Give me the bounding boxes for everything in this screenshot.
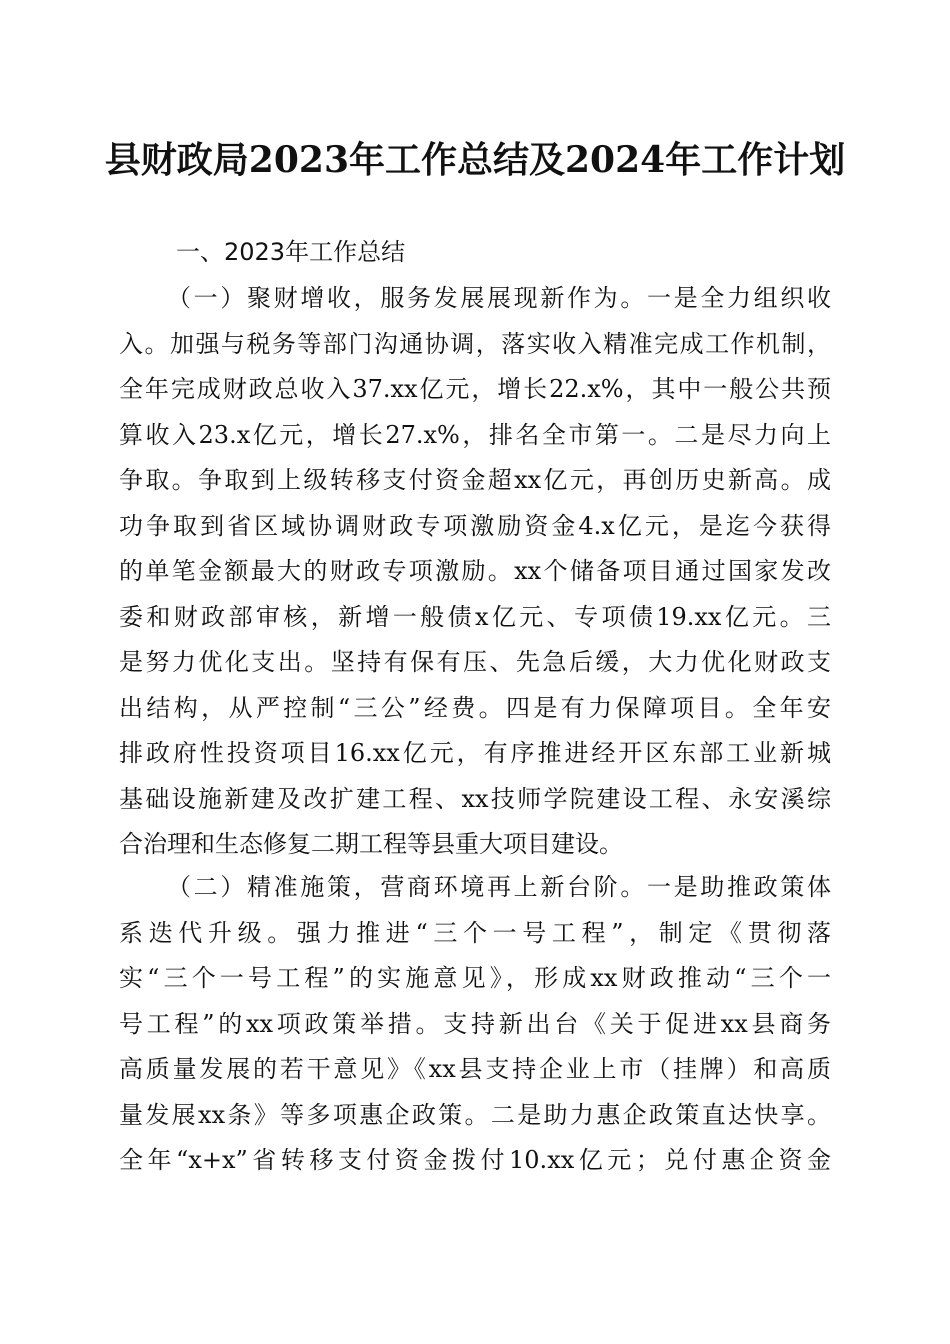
paragraph-line: 全年“x+x”省转移支付资金拨付10.xx亿元；兑付惠企资金: [119, 1146, 831, 1174]
paragraph-line: 实“三个一号工程”的实施意见》，形成xx财政推动“三个一: [119, 964, 831, 992]
paragraph-line: 委和财政部审核，新增一般债x亿元、专项债19.xx亿元。三: [119, 602, 831, 631]
paragraph-line: 算收入23.x亿元，增长27.x%，排名全市第一。二是尽力向上: [119, 420, 831, 449]
paragraph-line: 量发展xx条》等多项惠企政策。二是助力惠企政策直达快享。: [119, 1100, 831, 1129]
paragraph-business-environment: [119, 865, 831, 1184]
paragraph-line: 入。加强与税务等部门沟通协调，落实收入精准完成工作机制，: [119, 329, 831, 358]
paragraph-line: 的单笔金额最大的财政专项激励。xx个储备项目通过国家发改: [119, 557, 831, 585]
paragraph-line: （一）聚财增收，服务发展展现新作为。一是全力组织收: [167, 284, 831, 312]
document-title: 县财政局2023年工作总结及2024年工作计划: [104, 139, 846, 181]
paragraph-line: 基础设施新建及改扩建工程、xx技师学院建设工程、永安溪综: [119, 784, 831, 813]
paragraph-line: 号工程”的xx项政策举措。支持新出台《关于促进xx县商务: [119, 1009, 831, 1038]
paragraph-line: 高质量发展的若干意见》《xx县支持企业上市（挂牌）和高质: [119, 1055, 831, 1083]
paragraph-line: 系迭代升级。强力推进“三个一号工程”，制定《贯彻落: [119, 918, 831, 947]
paragraph-line: 合治理和生态修复二期工程等县重大项目建设。: [119, 830, 623, 858]
section-heading: 一、2023年工作总结: [176, 238, 406, 266]
paragraph-line: 出结构，从严控制“三公”经费。四是有力保障项目。全年安: [119, 693, 831, 722]
paragraph-line: 全年完成财政总收入37.xx亿元，增长22.x%，其中一般公共预: [119, 375, 831, 403]
paragraph-line: 是努力优化支出。坚持有保有压、先急后缓，大力优化财政支: [119, 648, 831, 676]
paragraph-line: 功争取到省区域协调财政专项激励资金4.x亿元，是迄今获得: [119, 511, 831, 540]
paragraph-line: 排政府性投资项目16.xx亿元，有序推进经开区东部工业新城: [119, 739, 831, 767]
paragraph-fiscal-revenue: [119, 276, 831, 868]
paragraph-line: （二）精准施策，营商环境再上新台阶。一是助推政策体: [167, 873, 831, 901]
paragraph-line: 争取。争取到上级转移支付资金超xx亿元，再创历史新高。成: [119, 466, 831, 494]
